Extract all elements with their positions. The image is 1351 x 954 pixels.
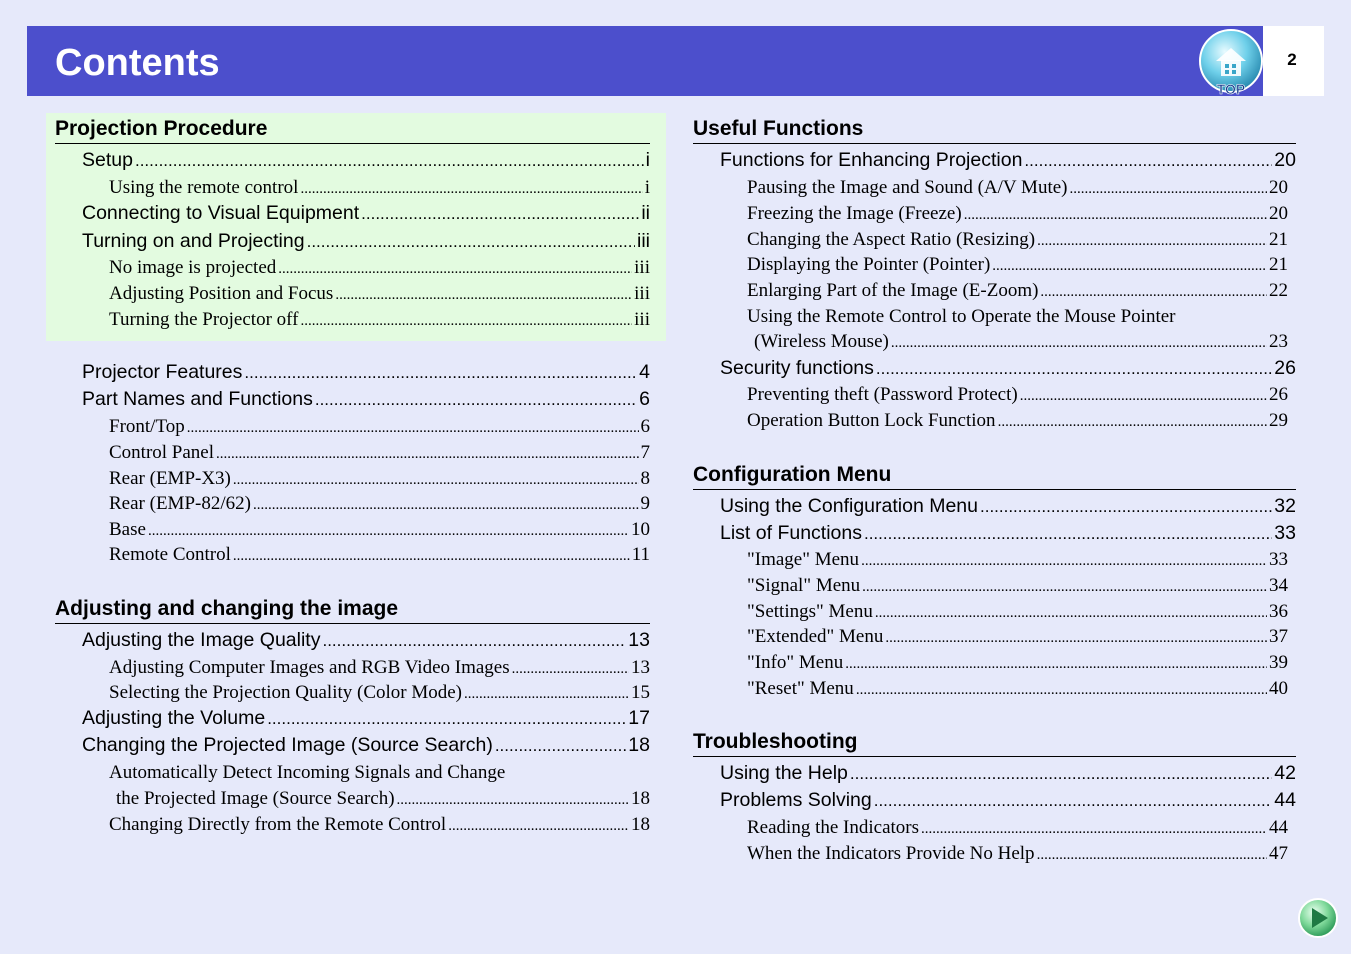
toc-entry[interactable] bbox=[747, 279, 1288, 304]
toc-entry-page: 42 bbox=[1274, 762, 1296, 784]
toc-entry-label: Rear (EMP-X3) bbox=[109, 468, 231, 489]
toc-entry-label: "Image" Menu bbox=[747, 549, 860, 570]
section-title-projection-procedure: Projection Procedure bbox=[55, 116, 650, 144]
toc-entry-page: iii bbox=[637, 230, 650, 252]
toc-entry-page: iii bbox=[634, 283, 650, 304]
toc-entry-page: i bbox=[645, 149, 650, 171]
top-icon bbox=[1198, 28, 1264, 98]
page-title: Contents bbox=[55, 42, 220, 84]
toc-entry-label: Adjusting the Image Quality bbox=[82, 629, 321, 651]
section-title-useful-functions: Useful Functions bbox=[693, 116, 1296, 144]
toc-entry[interactable] bbox=[747, 574, 1288, 599]
toc-entry-page: 17 bbox=[628, 707, 650, 729]
toc-entry[interactable] bbox=[109, 256, 650, 281]
toc-entry-label: Displaying the Pointer (Pointer) bbox=[747, 254, 991, 275]
toc-entry-page: 6 bbox=[640, 416, 650, 437]
toc-entry-page: 18 bbox=[631, 788, 650, 809]
toc-entry-page: 20 bbox=[1274, 149, 1296, 171]
toc-entry[interactable] bbox=[720, 761, 1296, 786]
toc-entry-label: "Settings" Menu bbox=[747, 601, 873, 622]
toc-entry[interactable] bbox=[109, 176, 650, 201]
toc-entry-page: 9 bbox=[640, 493, 650, 514]
toc-entry[interactable] bbox=[747, 228, 1288, 253]
toc-entry-label: Changing the Projected Image (Source Search) bbox=[82, 734, 493, 756]
toc-entry-page: 33 bbox=[1274, 522, 1296, 544]
toc-entry-label: Freezing the Image (Freeze) bbox=[747, 203, 962, 224]
toc-entry[interactable] bbox=[747, 677, 1288, 702]
toc-entry[interactable] bbox=[109, 518, 650, 543]
toc-entry-label: Turning the Projector off bbox=[109, 309, 299, 330]
toc-entry[interactable] bbox=[747, 625, 1288, 650]
toc-entry[interactable] bbox=[747, 842, 1288, 867]
toc-entry-label: Preventing theft (Password Protect) bbox=[747, 384, 1018, 405]
next-arrow-icon bbox=[1297, 897, 1339, 939]
toc-entry-page: 18 bbox=[628, 734, 650, 756]
toc-entry-page: 26 bbox=[1269, 384, 1288, 405]
toc-entry[interactable] bbox=[747, 409, 1288, 434]
toc-entry-page: 26 bbox=[1274, 357, 1296, 379]
toc-entry[interactable] bbox=[109, 813, 650, 838]
toc-entry-label: Changing the Aspect Ratio (Resizing) bbox=[747, 229, 1036, 250]
toc-entry-label: Pausing the Image and Sound (A/V Mute) bbox=[747, 177, 1068, 198]
toc-entry-page: ii bbox=[641, 202, 650, 224]
section-title-troubleshooting: Troubleshooting bbox=[693, 729, 1296, 757]
toc-entry-page: 29 bbox=[1269, 410, 1288, 431]
toc-entry[interactable] bbox=[720, 788, 1296, 813]
toc-entry[interactable] bbox=[82, 229, 650, 254]
toc-entry[interactable] bbox=[109, 308, 650, 333]
toc-entry[interactable] bbox=[720, 356, 1296, 381]
toc-entry[interactable] bbox=[109, 415, 650, 440]
toc-entry-label: Problems Solving bbox=[720, 789, 872, 811]
toc-entry-label: Selecting the Projection Quality (Color Mode) bbox=[109, 682, 463, 703]
toc-entry-label: List of Functions bbox=[720, 522, 862, 544]
toc-entry-label: Using the Configuration Menu bbox=[720, 495, 978, 517]
toc-entry-page: 23 bbox=[1269, 331, 1288, 352]
toc-entry-label: Turning on and Projecting bbox=[82, 230, 305, 252]
toc-entry-page: 6 bbox=[639, 388, 650, 410]
toc-entry-label: Using the remote control bbox=[109, 177, 299, 198]
toc-entry[interactable] bbox=[82, 628, 650, 653]
toc-entry[interactable] bbox=[116, 787, 650, 812]
toc-entry-label: Remote Control bbox=[109, 544, 231, 565]
toc-entry-label[interactable]: Automatically Detect Incoming Signals and Change bbox=[109, 762, 506, 783]
toc-entry-page: 13 bbox=[628, 629, 650, 651]
page-number-box bbox=[1263, 26, 1324, 96]
toc-entry-page: 20 bbox=[1269, 177, 1288, 198]
toc-entry-page: 10 bbox=[631, 519, 650, 540]
toc-entry-label: Adjusting Position and Focus bbox=[109, 283, 334, 304]
page-number: 2 bbox=[1287, 50, 1297, 69]
toc-entry[interactable] bbox=[747, 176, 1288, 201]
toc-entry[interactable] bbox=[82, 733, 650, 758]
toc-entry-page: 18 bbox=[631, 814, 650, 835]
toc-entry-label: Adjusting Computer Images and RGB Video Images bbox=[109, 657, 510, 678]
toc-entry[interactable] bbox=[720, 148, 1296, 173]
toc-entry-label: Control Panel bbox=[109, 442, 215, 463]
top-button[interactable] bbox=[1198, 28, 1264, 98]
toc-entry-page: 33 bbox=[1269, 549, 1288, 570]
next-page-button[interactable] bbox=[1297, 897, 1339, 939]
toc-entry-label: (Wireless Mouse) bbox=[754, 331, 889, 352]
toc-entry[interactable] bbox=[82, 706, 650, 731]
toc-entry-page: 7 bbox=[640, 442, 650, 463]
toc-entry-page: 44 bbox=[1274, 789, 1296, 811]
toc-entry[interactable] bbox=[747, 383, 1288, 408]
toc-entry-label: Front/Top bbox=[109, 416, 185, 437]
section-title-configuration-menu: Configuration Menu bbox=[693, 462, 1296, 490]
toc-entry[interactable] bbox=[747, 816, 1288, 841]
toc-entry[interactable] bbox=[109, 543, 650, 568]
toc-entry-page: i bbox=[644, 177, 650, 198]
section-title-adjusting: Adjusting and changing the image bbox=[55, 596, 650, 624]
toc-entry-label: Connecting to Visual Equipment bbox=[82, 202, 360, 224]
toc-entry-label: "Extended" Menu bbox=[747, 626, 884, 647]
toc-entry[interactable] bbox=[747, 651, 1288, 676]
toc-entry-page: 13 bbox=[631, 657, 650, 678]
toc-entry-label: Enlarging Part of the Image (E-Zoom) bbox=[747, 280, 1039, 301]
toc-entry-page: 39 bbox=[1269, 652, 1288, 673]
toc-entry-label: Security functions bbox=[720, 357, 874, 379]
top-icon-label: TOP bbox=[1216, 81, 1246, 97]
toc-entry[interactable] bbox=[747, 548, 1288, 573]
toc-entry-label[interactable]: Using the Remote Control to Operate the Mouse Pointer bbox=[747, 306, 1176, 327]
toc-entry-page: 44 bbox=[1269, 817, 1288, 838]
toc-entry[interactable] bbox=[82, 360, 650, 385]
toc-entry[interactable] bbox=[82, 148, 650, 173]
toc-entry-label: No image is projected bbox=[109, 257, 277, 278]
toc-entry-page: 20 bbox=[1269, 203, 1288, 224]
toc-entry[interactable] bbox=[747, 253, 1288, 278]
toc-entry[interactable] bbox=[720, 494, 1296, 519]
toc-entry-label: Functions for Enhancing Projection bbox=[720, 149, 1023, 171]
toc-entry-page: 21 bbox=[1269, 254, 1288, 275]
toc-entry[interactable] bbox=[109, 656, 650, 681]
toc-entry-label: "Info" Menu bbox=[747, 652, 844, 673]
toc-entry-page: 32 bbox=[1274, 495, 1296, 517]
toc-entry-label: Adjusting the Volume bbox=[82, 707, 266, 729]
toc-entry-label: Changing Directly from the Remote Control bbox=[109, 814, 447, 835]
toc-entry[interactable] bbox=[109, 441, 650, 466]
toc-entry-page: iii bbox=[634, 257, 650, 278]
toc-entry-page: 11 bbox=[631, 544, 650, 565]
toc-entry-label: Setup bbox=[82, 149, 133, 171]
toc-entry-label: When the Indicators Provide No Help bbox=[747, 843, 1035, 864]
toc-entry-label: Reading the Indicators bbox=[747, 817, 920, 838]
toc-entry-page: 34 bbox=[1269, 575, 1288, 596]
toc-entry[interactable] bbox=[82, 201, 650, 226]
toc-entry-label: Projector Features bbox=[82, 361, 243, 383]
toc-entry-page: 47 bbox=[1269, 843, 1288, 864]
toc-entry[interactable] bbox=[109, 681, 650, 706]
toc-entry[interactable] bbox=[109, 282, 650, 307]
toc-entry-label: the Projected Image (Source Search) bbox=[116, 788, 395, 809]
toc-entry-label: Base bbox=[109, 519, 146, 540]
toc-entry-page: 21 bbox=[1269, 229, 1288, 250]
toc-entry-page: 22 bbox=[1269, 280, 1288, 301]
toc-entry-page: 15 bbox=[631, 682, 650, 703]
toc-entry-label: Rear (EMP-82/62) bbox=[109, 493, 251, 514]
toc-entry-label: Operation Button Lock Function bbox=[747, 410, 996, 431]
toc-entry-page: 37 bbox=[1269, 626, 1288, 647]
toc-entry-page: 36 bbox=[1269, 601, 1288, 622]
toc-entry[interactable] bbox=[82, 387, 650, 412]
toc-entry-label: "Signal" Menu bbox=[747, 575, 861, 596]
toc-entry[interactable] bbox=[109, 492, 650, 517]
page-header bbox=[27, 26, 1263, 96]
toc-entry-page: 4 bbox=[639, 361, 650, 383]
toc-entry-page: iii bbox=[634, 309, 650, 330]
toc-entry[interactable] bbox=[109, 467, 650, 492]
toc-entry[interactable] bbox=[747, 600, 1288, 625]
toc-entry-label: Using the Help bbox=[720, 762, 848, 784]
toc-entry-page: 40 bbox=[1269, 678, 1288, 699]
toc-entry[interactable] bbox=[747, 202, 1288, 227]
toc-entry-label: Part Names and Functions bbox=[82, 388, 313, 410]
toc-entry-label: "Reset" Menu bbox=[747, 678, 854, 699]
toc-entry[interactable] bbox=[720, 521, 1296, 546]
toc-entry[interactable] bbox=[754, 330, 1288, 355]
toc-entry-page: 8 bbox=[640, 468, 650, 489]
